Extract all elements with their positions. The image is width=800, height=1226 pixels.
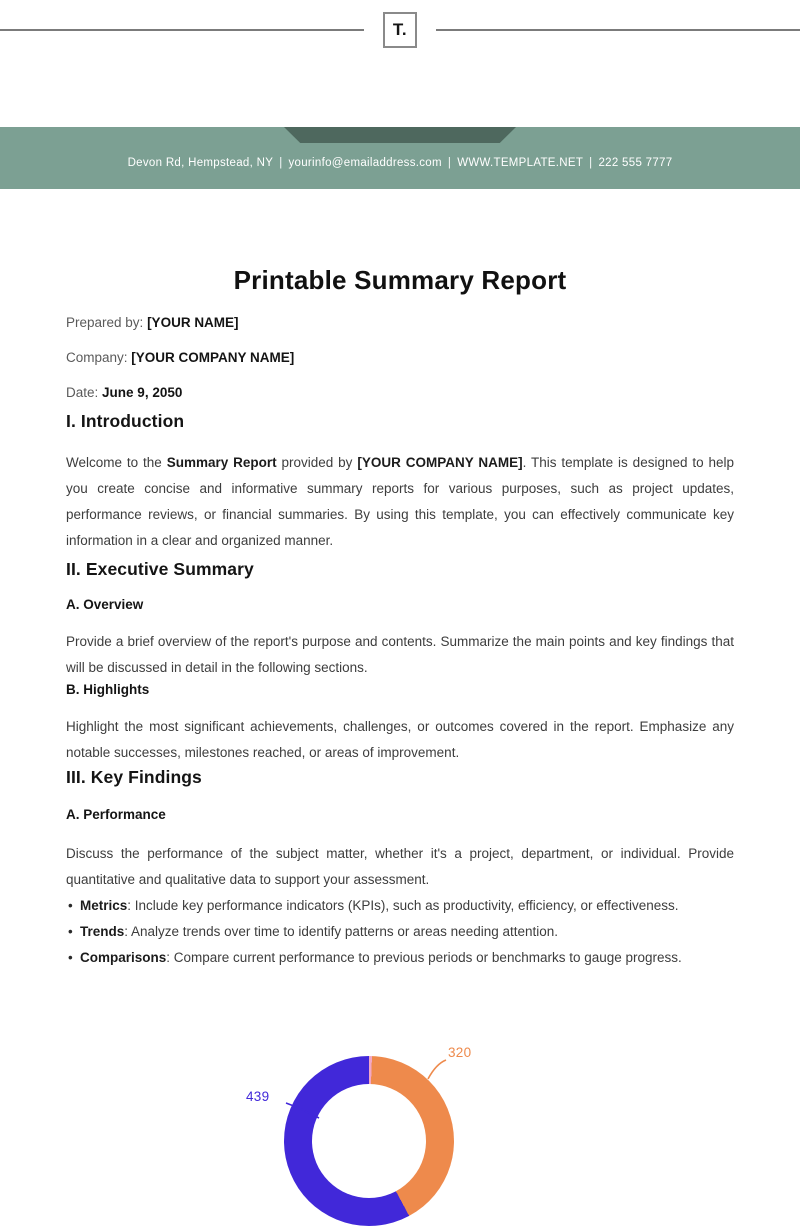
- bullet-desc: : Include key performance indicators (KPIs), such as productivity, efficiency, or effectiveness.: [127, 898, 679, 913]
- heading-highlights: B. Highlights: [66, 682, 150, 697]
- bullet-term: Comparisons: [80, 950, 167, 965]
- performance-paragraph: Discuss the performance of the subject matter, whether it's a project, department, or individual. Provide quantitative and qualitative data to support your assessment.: [66, 846, 734, 887]
- leader-line-orange: [428, 1060, 446, 1079]
- document-content: [66, 265, 734, 971]
- bullet-term: Metrics: [80, 898, 128, 913]
- slice-label-320: 320: [448, 1045, 472, 1060]
- chart-leader-lines: [200, 1040, 600, 1132]
- header-rule-right: [436, 29, 800, 31]
- bullet-metrics: [80, 893, 734, 919]
- intro-text: Welcome to the: [66, 455, 167, 470]
- bullet-trends: [80, 919, 734, 945]
- separator: |: [447, 157, 452, 169]
- intro-bold-summary-report: Summary Report: [166, 455, 277, 470]
- bullet-comparisons: [80, 945, 734, 971]
- intro-text: provided by: [276, 455, 358, 470]
- introduction-paragraph: [66, 450, 734, 554]
- highlights-paragraph: Highlight the most significant achievements, challenges, or outcomes covered in the report. Emphasize any notable successes, milestones reached, or areas of improvement.: [66, 719, 734, 760]
- date-value: June 9, 2050: [102, 385, 183, 400]
- address-text: Devon Rd, Hempstead, NY: [127, 157, 274, 169]
- heading-performance: A. Performance: [66, 807, 166, 822]
- company-label: Company:: [66, 350, 128, 365]
- heading-executive-summary: II. Executive Summary: [66, 559, 254, 579]
- email-text: yourinfo@emailaddress.com: [288, 157, 442, 169]
- bullet-term: Trends: [80, 924, 125, 939]
- intro-text: . This template is designed to help you create concise and informative summary reports for various purposes, such as project updates, performance reviews, or financial summaries. By using this template, you can effectively communicate key information in a clear and organized manner.: [66, 455, 735, 548]
- prepared-by-label: Prepared by:: [66, 315, 144, 330]
- logo-letter: T.: [392, 20, 408, 39]
- contact-line: [0, 157, 800, 169]
- heading-key-findings: III. Key Findings: [66, 767, 202, 787]
- heading-overview: A. Overview: [66, 597, 144, 612]
- separator: |: [279, 157, 283, 169]
- leader-line-blue: [286, 1103, 319, 1118]
- intro-bold-company: [YOUR COMPANY NAME]: [357, 455, 523, 470]
- date-row: [66, 385, 734, 400]
- banner-trapezoid-accent: [284, 127, 516, 143]
- prepared-by-row: [66, 315, 734, 330]
- overview-paragraph: Provide a brief overview of the report's purpose and contents. Summarize the main points and key findings that will be discussed in detail in the following sections.: [66, 634, 734, 675]
- separator: |: [589, 157, 593, 169]
- company-row: [66, 350, 734, 365]
- date-label: Date:: [66, 385, 99, 400]
- website-text: WWW.TEMPLATE.NET: [457, 157, 584, 169]
- phone-text: 222 555 7777: [598, 157, 673, 169]
- bullet-desc: : Analyze trends over time to identify patterns or areas needing attention.: [124, 924, 559, 939]
- prepared-by-value: [YOUR NAME]: [147, 315, 239, 330]
- header-rule-left: [0, 29, 364, 31]
- key-findings-bullet-list: [66, 893, 734, 971]
- slice-label-439: 439: [246, 1089, 270, 1104]
- page-title: Printable Summary Report: [233, 265, 567, 295]
- donut-chart: [200, 1040, 600, 1132]
- template-logo: [383, 12, 417, 48]
- heading-introduction: I. Introduction: [66, 411, 185, 431]
- contact-banner: [0, 127, 800, 189]
- bullet-desc: : Compare current performance to previous periods or benchmarks to gauge progress.: [166, 950, 682, 965]
- company-value: [YOUR COMPANY NAME]: [131, 350, 295, 365]
- logo-bar: [0, 0, 800, 60]
